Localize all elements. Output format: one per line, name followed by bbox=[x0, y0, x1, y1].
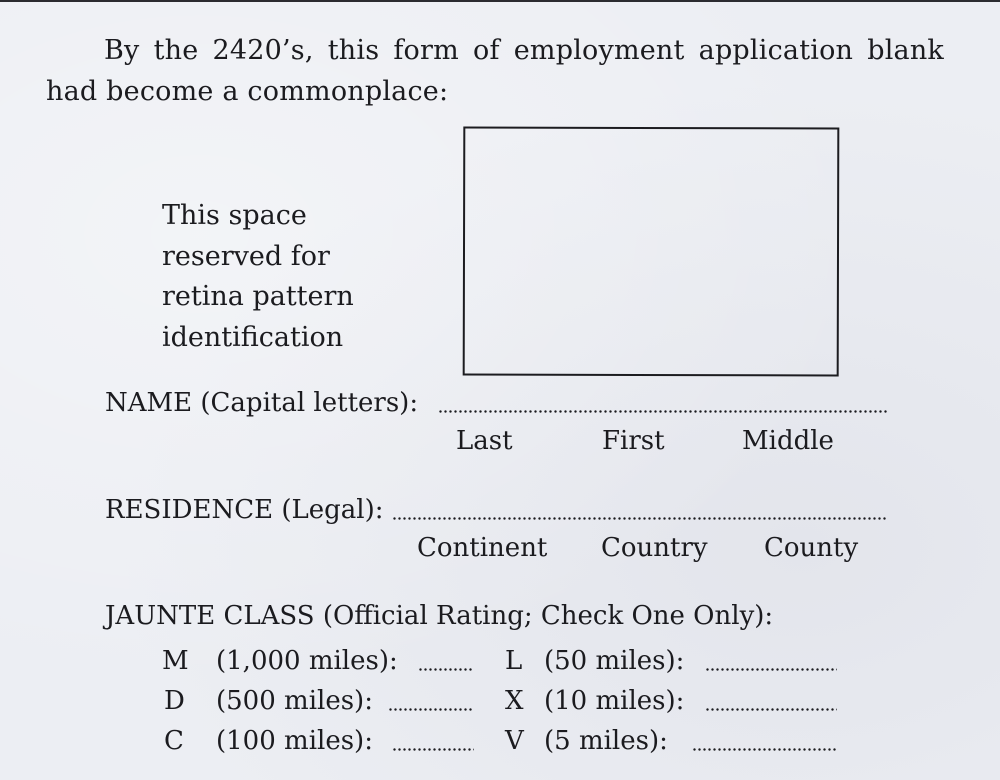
jaunte-class-heading: JAUNTE CLASS (Official Rating; Check One Only): bbox=[105, 601, 774, 631]
class-c-range: (100 miles): bbox=[216, 726, 373, 756]
class-d-letter: D bbox=[164, 686, 185, 716]
name-sublabel-middle: Middle bbox=[742, 426, 834, 456]
name-sublabel-first: First bbox=[602, 426, 665, 456]
retina-caption bbox=[162, 196, 422, 358]
class-d-checkline[interactable] bbox=[388, 708, 474, 711]
class-v-letter: V bbox=[505, 726, 524, 756]
class-x-range: (10 miles): bbox=[544, 686, 685, 716]
class-m-range: (1,000 miles): bbox=[216, 646, 398, 676]
retina-pattern-box[interactable] bbox=[463, 127, 840, 377]
residence-field-line[interactable] bbox=[392, 517, 888, 520]
class-l-range: (50 miles): bbox=[544, 646, 685, 676]
class-v-checkline[interactable] bbox=[692, 748, 837, 751]
residence-field-label: RESIDENCE (Legal): bbox=[105, 495, 384, 525]
class-m-letter: M bbox=[162, 646, 189, 676]
retina-caption-line: identification bbox=[162, 321, 344, 353]
class-l-letter: L bbox=[505, 646, 523, 676]
class-x-letter: X bbox=[505, 686, 524, 716]
residence-sublabel-county: County bbox=[764, 533, 859, 563]
class-v-range: (5 miles): bbox=[544, 726, 668, 756]
residence-sublabel-continent: Continent bbox=[417, 533, 548, 563]
name-field-line[interactable] bbox=[438, 410, 888, 413]
residence-sublabel-country: Country bbox=[601, 533, 708, 563]
class-c-letter: C bbox=[164, 726, 184, 756]
class-x-checkline[interactable] bbox=[705, 708, 837, 711]
class-d-range: (500 miles): bbox=[216, 686, 373, 716]
retina-caption-line: This space bbox=[162, 200, 307, 231]
class-c-checkline[interactable] bbox=[392, 748, 474, 751]
name-sublabel-last: Last bbox=[456, 426, 513, 456]
class-l-checkline[interactable] bbox=[705, 668, 837, 671]
retina-caption-line: retina pattern bbox=[162, 281, 354, 312]
retina-caption-line: reserved for bbox=[162, 240, 330, 272]
top-border-rule bbox=[0, 0, 1000, 2]
intro-paragraph: By the 2420’s, this form of employment application blank had become a commonplace: bbox=[46, 35, 944, 107]
class-m-checkline[interactable] bbox=[418, 668, 474, 671]
name-field-label: NAME (Capital letters): bbox=[105, 388, 419, 418]
